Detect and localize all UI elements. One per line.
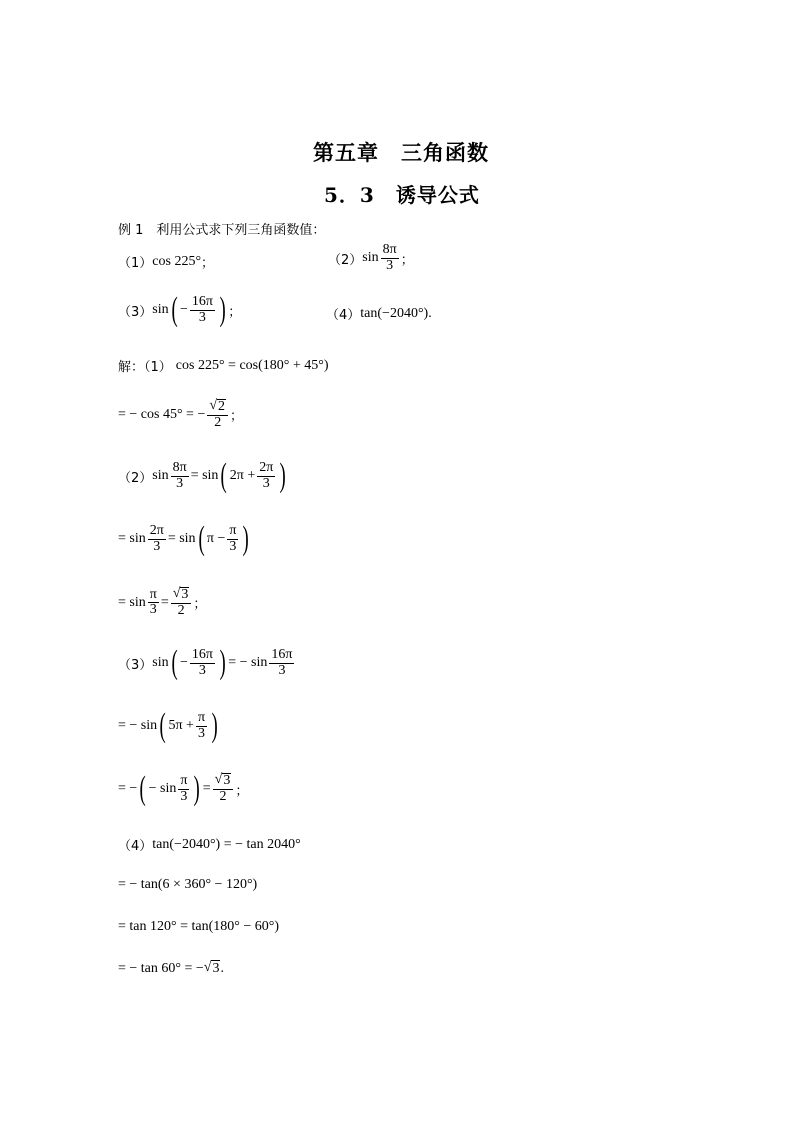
fraction-numerator: √ 3	[171, 587, 192, 604]
problem-1	[118, 252, 214, 271]
fraction-denominator: 3	[153, 538, 161, 554]
solution-line-5	[118, 587, 206, 618]
solution-3-func: sin	[152, 468, 169, 483]
solution-line-1	[118, 356, 329, 375]
solution-4-fraction-1	[148, 524, 166, 554]
problem-3-end: ；	[228, 304, 242, 320]
fraction-denominator: 3	[386, 257, 394, 273]
fraction-denominator: 2	[177, 602, 185, 618]
fraction-denominator: 3	[198, 309, 206, 325]
fraction-numerator: π	[149, 586, 157, 602]
solution-6-equals: = − sin	[228, 655, 268, 670]
example-intro: 例 1 利用公式求下列三角函数值：	[118, 223, 326, 238]
fraction-numerator: 2π	[259, 459, 274, 475]
problem-2-fraction	[381, 243, 399, 273]
solution-6-func: sin	[152, 655, 169, 670]
solution-5-fraction-2	[171, 587, 192, 618]
solution-10-expr: = − tan(6 × 360° − 120°)	[118, 877, 258, 892]
solution-2-expr: = − cos 45° = −	[118, 406, 206, 422]
solution-7-fraction	[196, 711, 207, 741]
solution-6-fraction-2	[269, 648, 294, 678]
radicand: 3	[212, 961, 220, 976]
left-paren: (	[198, 520, 205, 557]
fraction-denominator: 3	[262, 475, 270, 491]
left-paren: (	[139, 770, 147, 807]
solution-8-func: − sin	[148, 781, 177, 796]
problem-3	[118, 293, 241, 327]
solution-4-inner: π −	[206, 531, 226, 546]
left-paren: (	[171, 291, 178, 328]
fraction-numerator: 2π	[149, 522, 164, 538]
fraction-numerator: 8π	[172, 459, 187, 475]
right-paren: )	[242, 520, 250, 557]
solution-3-fraction-2	[257, 461, 275, 491]
solution-line-12	[118, 960, 224, 977]
radicand: 2	[218, 399, 226, 414]
minus-sign: −	[179, 302, 188, 317]
problem-2-func: sin	[362, 250, 379, 266]
left-paren: (	[220, 457, 228, 494]
right-paren: )	[279, 457, 287, 494]
minus-sign: −	[179, 655, 188, 670]
fraction-numerator: 16π	[191, 646, 213, 662]
solution-9-expr: tan(−2040°) = − tan 2040°	[152, 836, 301, 852]
solution-8-minus: = −	[118, 781, 138, 796]
problem-2	[328, 243, 414, 273]
fraction-numerator: √ 3	[213, 773, 234, 790]
fraction-numerator: 8π	[382, 242, 397, 257]
problem-4-end: .	[428, 305, 432, 321]
solution-line-9	[118, 835, 301, 854]
problem-4-expr: tan(−2040°)	[360, 305, 429, 321]
fraction-denominator: 3	[176, 475, 184, 491]
chapter-title: 第五章 三角函数	[313, 140, 489, 165]
solution-12-end: .	[220, 960, 224, 976]
solution-1-expr: cos 225° = cos(180° + 45°)	[175, 357, 329, 373]
fraction-denominator: 2	[219, 789, 227, 804]
solution-4-equals: = sin	[167, 531, 196, 546]
solution-line-2	[118, 399, 243, 430]
solution-9-label: （4）	[118, 839, 153, 854]
right-paren: )	[211, 707, 218, 744]
solution-8-fraction-2	[213, 773, 234, 804]
problem-1-expr: cos 225°	[152, 253, 202, 269]
problem-3-fraction	[190, 295, 215, 325]
fraction-denominator: 2	[214, 414, 222, 430]
solution-8-end: ；	[235, 783, 249, 799]
solution-5-func: = sin	[118, 594, 146, 610]
solution-line-4	[118, 522, 252, 556]
solution-8-fraction-1	[178, 774, 189, 804]
fraction-numerator: π	[229, 522, 237, 538]
solution-2-end: ；	[230, 409, 244, 425]
right-paren: )	[193, 770, 201, 807]
solution-12-expr: = − tan 60° = −	[118, 960, 204, 976]
solution-3-equals: = sin	[190, 468, 219, 483]
solution-5-end: ；	[193, 597, 207, 613]
solution-5-equals: =	[160, 594, 169, 610]
fraction-denominator: 3	[197, 725, 205, 741]
section-title: 5．3 诱导公式	[324, 183, 480, 207]
left-paren: (	[171, 644, 178, 681]
fraction-denominator: 3	[229, 538, 237, 554]
problem-3-label: （3）	[118, 304, 153, 320]
solution-2-fraction	[207, 399, 228, 430]
solution-line-7	[118, 709, 220, 743]
fraction-denominator: 3	[278, 662, 286, 678]
fraction-denominator: 3	[180, 788, 188, 804]
solution-6-fraction-1	[190, 648, 215, 678]
left-paren: (	[159, 707, 166, 744]
solution-4-func: = sin	[118, 531, 146, 546]
solution-4-fraction-2	[227, 524, 238, 554]
fraction-numerator: √ 2	[207, 399, 228, 416]
fraction-numerator: 16π	[271, 646, 293, 662]
problem-4-label: （4）	[326, 308, 361, 323]
solution-3-inner: 2π +	[229, 468, 256, 483]
fraction-numerator: π	[197, 709, 206, 725]
solution-line-10	[118, 877, 257, 893]
right-paren: )	[219, 644, 226, 681]
problem-4	[326, 304, 432, 323]
right-paren: )	[219, 291, 226, 328]
problem-1-end: ；	[201, 256, 215, 271]
solution-5-fraction-1	[148, 588, 159, 618]
radicand: 3	[223, 773, 231, 789]
fraction-denominator: 3	[198, 662, 206, 678]
problem-3-func: sin	[152, 302, 169, 317]
solution-11-expr: = tan 120° = tan(180° − 60°)	[118, 919, 280, 934]
fraction-numerator: 16π	[191, 293, 213, 309]
fraction-numerator: π	[180, 772, 188, 788]
solution-3-fraction-1	[171, 461, 189, 491]
solution-3-label: （2）	[118, 470, 153, 486]
radicand: 3	[181, 587, 189, 602]
solution-intro: 解：（1）	[118, 360, 172, 375]
problem-2-label: （2）	[328, 252, 363, 268]
solution-line-6	[118, 646, 296, 680]
solution-line-11	[118, 919, 279, 935]
solution-7-inner: 5π +	[168, 718, 194, 733]
solution-line-8	[118, 772, 248, 806]
sqrt-three: √ 3	[203, 960, 220, 976]
problem-1-label: （1）	[118, 256, 153, 271]
problem-2-end: ；	[400, 252, 414, 268]
solution-7-func: = − sin	[118, 718, 158, 733]
solution-6-label: （3）	[118, 657, 153, 673]
fraction-denominator: 3	[149, 602, 157, 618]
solution-line-3	[118, 459, 289, 493]
solution-8-equals: =	[202, 781, 211, 796]
